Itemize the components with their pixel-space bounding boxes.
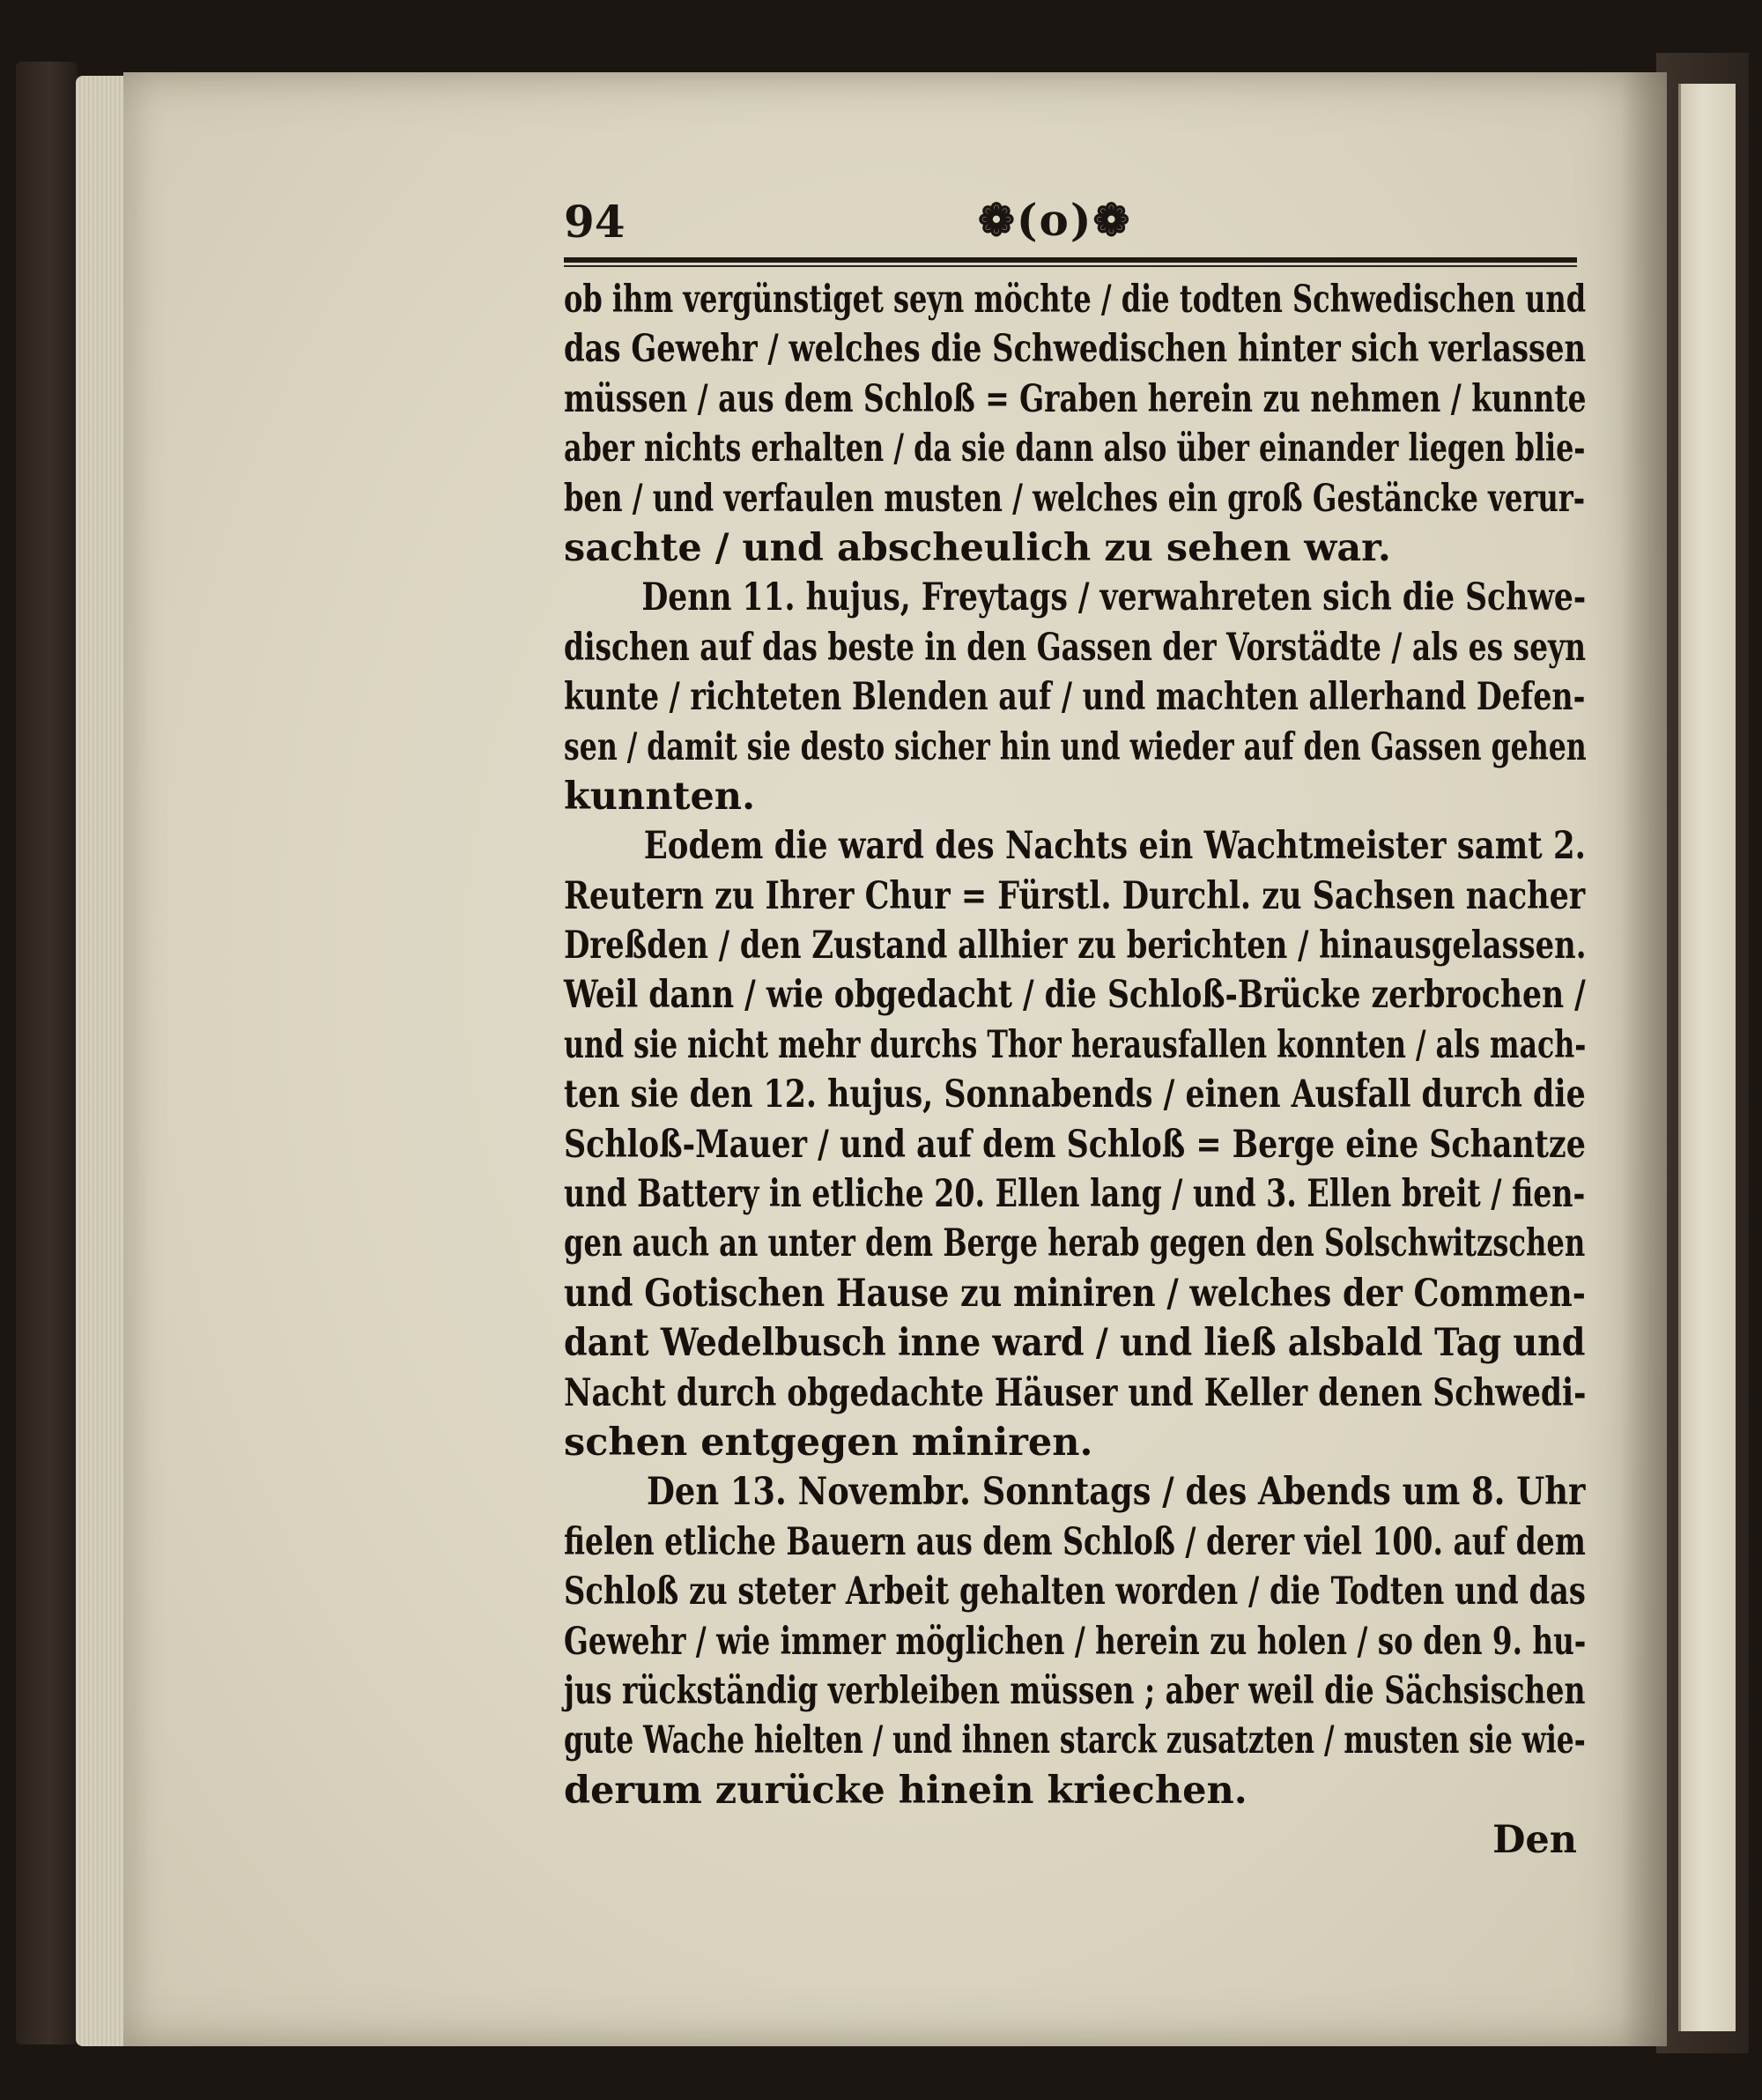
paragraph-2 (564, 573, 1586, 821)
text-line: ben / und verfaulen musten / welches ein groß Gestäncke verur- (564, 476, 1586, 521)
paragraph-4 (564, 1467, 1586, 1815)
text-line: schen entgegen miniren. (564, 1420, 1093, 1465)
page-header (564, 196, 1577, 257)
book-cover-left-edge (16, 62, 78, 2044)
text-line: Eodem die ward des Nachts ein Wachtmeister samt 2. (643, 824, 1587, 869)
text-line: Schloß zu steter Arbeit gehalten worden / die Todten und das (564, 1569, 1586, 1614)
text-line: fielen etliche Bauern aus dem Schloß / derer viel 100. auf dem (564, 1519, 1586, 1564)
text-line: aber nichts erhalten / da sie dann also über einander liegen blie- (564, 427, 1586, 471)
text-line: Gewehr / wie immer möglichen / herein zu holen / so den 9. hu- (564, 1619, 1587, 1664)
gutter-shadow (1621, 72, 1674, 2046)
text-line: müssen / aus dem Schloß = Graben herein zu nehmen / kunnte (564, 376, 1587, 421)
text-line: gute Wache hielten / und ihnen starck zusatzten / musten sie wie- (564, 1718, 1586, 1763)
text-line: ten sie den 12. hujus, Sonnabends / einen Ausfall durch die (564, 1072, 1586, 1117)
text-line: Schloß-Mauer / und auf dem Schloß = Berge eine Schantze (564, 1122, 1586, 1167)
text-line: Weil dann / wie obgedacht / die Schloß-Brücke zerbrochen / (564, 973, 1586, 1018)
text-line: kunte / richteten Blenden auf / und machten allerhand Defen- (564, 675, 1586, 720)
body-text (564, 275, 1586, 1866)
text-line: Nacht durch obgedachte Häuser und Keller denen Schwedi- (564, 1370, 1587, 1415)
page-number: 94 (564, 196, 626, 248)
text-line: sen / damit sie desto sicher hin und wieder auf den Gassen gehen (564, 724, 1587, 769)
header-ornament: ❁(o)❁ (978, 194, 1132, 246)
paragraph-1 (564, 275, 1586, 573)
text-line: und Gotischen Hause zu miniren / welches der Commen- (564, 1271, 1586, 1316)
text-line: jus rückständig verbleiben müssen ; aber weil die Sächsischen (564, 1668, 1586, 1713)
text-line: dant Wedelbusch inne ward / und ließ alsbald Tag und (564, 1321, 1586, 1366)
catchword: Den (1492, 1818, 1577, 1863)
text-line: sachte / und abscheulich zu sehen war. (564, 525, 1391, 570)
text-line: Reutern zu Ihrer Chur = Fürstl. Durchl. zu Sachsen nacher (564, 873, 1586, 918)
paragraph-3 (564, 821, 1586, 1467)
text-line: ob ihm vergünstiget seyn möchte / die todten Schwedischen und (564, 278, 1587, 322)
text-line: dischen auf das beste in den Gassen der Vorstädte / als es seyn (564, 625, 1587, 670)
text-line: und Battery in etliche 20. Ellen lang / und 3. Ellen breit / fien- (564, 1172, 1586, 1217)
text-line: das Gewehr / welches die Schwedischen hinter sich verlassen (564, 327, 1587, 372)
text-line: Den 13. Novembr. Sonntags / des Abends um 8. Uhr (647, 1470, 1586, 1515)
text-line: derum zurücke hinein kriechen. (564, 1768, 1247, 1813)
header-rule (564, 257, 1577, 267)
facing-page-edge (1678, 84, 1736, 2031)
text-line: Dreßden / den Zustand allhier zu berichten / hinausgelassen. (564, 924, 1587, 968)
text-line: kunnten. (564, 774, 756, 819)
text-line: gen auch an unter dem Berge herab gegen den Solschwitzschen (564, 1221, 1586, 1266)
text-line: und sie nicht mehr durchs Thor herausfallen konnten / als mach- (564, 1022, 1587, 1067)
text-line: Denn 11. hujus, Freytags / verwahreten sich die Schwe- (641, 575, 1587, 620)
